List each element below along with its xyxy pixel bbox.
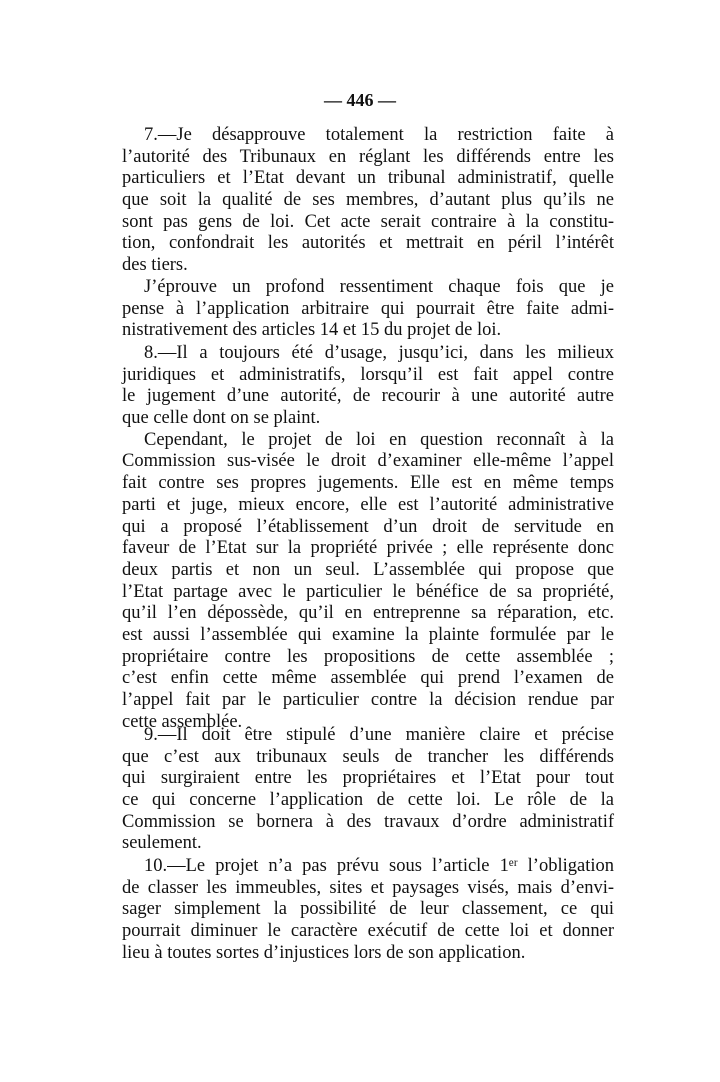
text-line: Cependant, le projet de loi en question reconnaît à la (144, 429, 614, 450)
text-line: 9.—Il doit être stipulé d’une manière claire et précise (144, 725, 614, 745)
paragraph (122, 725, 614, 855)
section-8 (122, 343, 614, 733)
text-line: est aussi l’assemblée qui examine la plainte formulée par le (122, 624, 614, 645)
text-line: 7.—Je désapprouve totalement la restriction faite à (144, 125, 614, 145)
text-line: lieu à toutes sortes d’injustices lors de son application. (122, 942, 526, 963)
page-number: — 446 — (324, 90, 396, 110)
text-line: qui surgiraient entre les propriétaires et l’Etat pour tout (122, 768, 614, 789)
text-line: Commission se bornera à des travaux d’ordre administratif (122, 811, 614, 832)
text-line: l’appel fait par le particulier contre la décision rendue par (122, 690, 614, 710)
paragraph (122, 277, 614, 342)
text-line: que celle dont on se plaint. (122, 408, 321, 429)
paragraph (122, 343, 614, 430)
paragraph (122, 856, 614, 964)
text-line: Commission sus-visée le droit d’examiner elle-même l’appel (122, 451, 614, 472)
text-line: cette assemblée. (122, 711, 243, 732)
text-line: pense à l’application arbitraire qui pourrait être faite admi- (122, 298, 614, 319)
paragraph (122, 125, 614, 277)
text-line: particuliers et l’Etat devant un tribunal administratif, quelle (122, 168, 614, 189)
text-line: que c’est aux tribunaux seuls de trancher les différends (122, 746, 614, 767)
text-line: faveur de l’Etat sur la propriété privée ; elle représente donc (122, 538, 614, 559)
text-line: fait contre ses propres jugements. Elle est en même temps (122, 473, 614, 494)
text-line: c’est enfin cette même assemblée qui prend l’examen de (122, 668, 614, 689)
text-line: sont pas gens de loi. Cet acte serait contraire à la constitu- (122, 211, 614, 232)
text-line: parti et juge, mieux encore, elle est l’autorité administrative (122, 494, 614, 515)
paragraph (122, 430, 614, 734)
text-line: le jugement d’une autorité, de recourir à une autorité autre (122, 386, 614, 407)
text-line: pourrait diminuer le caractère exécutif de cette loi et donner (122, 921, 614, 942)
section-9 (122, 725, 614, 855)
text-line: 8.—Il a toujours été d’usage, jusqu’ici, dans les milieux (144, 343, 614, 363)
text-line: de classer les immeubles, sites et paysages visés, mais d’envi- (122, 877, 614, 898)
section-10 (122, 856, 614, 964)
text-line: sager simplement la possibilité de leur classement, ce qui (122, 899, 614, 920)
text-line: J’éprouve un profond ressentiment chaque fois que je (144, 276, 614, 297)
section-7 (122, 125, 614, 342)
text-line: l’autorité des Tribunaux en réglant les différends entre les (122, 146, 614, 167)
text-line: nistrativement des articles 14 et 15 du projet de loi. (122, 320, 502, 341)
text-line: tion, confondrait les autorités et mettrait en péril l’intérêt (122, 233, 614, 254)
text-line: 10.—Le projet n’a pas prévu sous l’article 1ᵉʳ l’obligation (144, 856, 614, 876)
text-line: deux partis et non un seul. L’assemblée qui propose que (122, 559, 614, 580)
text-line: l’Etat partage avec le particulier le bénéfice de sa propriété, (122, 581, 614, 602)
text-line: qu’il l’en dépossède, qu’il en entreprenne sa réparation, etc. (122, 603, 614, 624)
text-line: propriétaire contre les propositions de cette assemblée ; (122, 646, 614, 667)
text-line: que soit la qualité de ses membres, d’autant plus qu’ils ne (122, 190, 614, 211)
text-line: juridiques et administratifs, lorsqu’il est fait appel contre (122, 364, 614, 385)
text-line: qui a proposé l’établissement d’un droit de servitude en (122, 516, 614, 537)
text-line: seulement. (122, 833, 202, 854)
text-line: ce qui concerne l’application de cette loi. Le rôle de la (122, 790, 614, 811)
text-line: des tiers. (122, 255, 188, 276)
